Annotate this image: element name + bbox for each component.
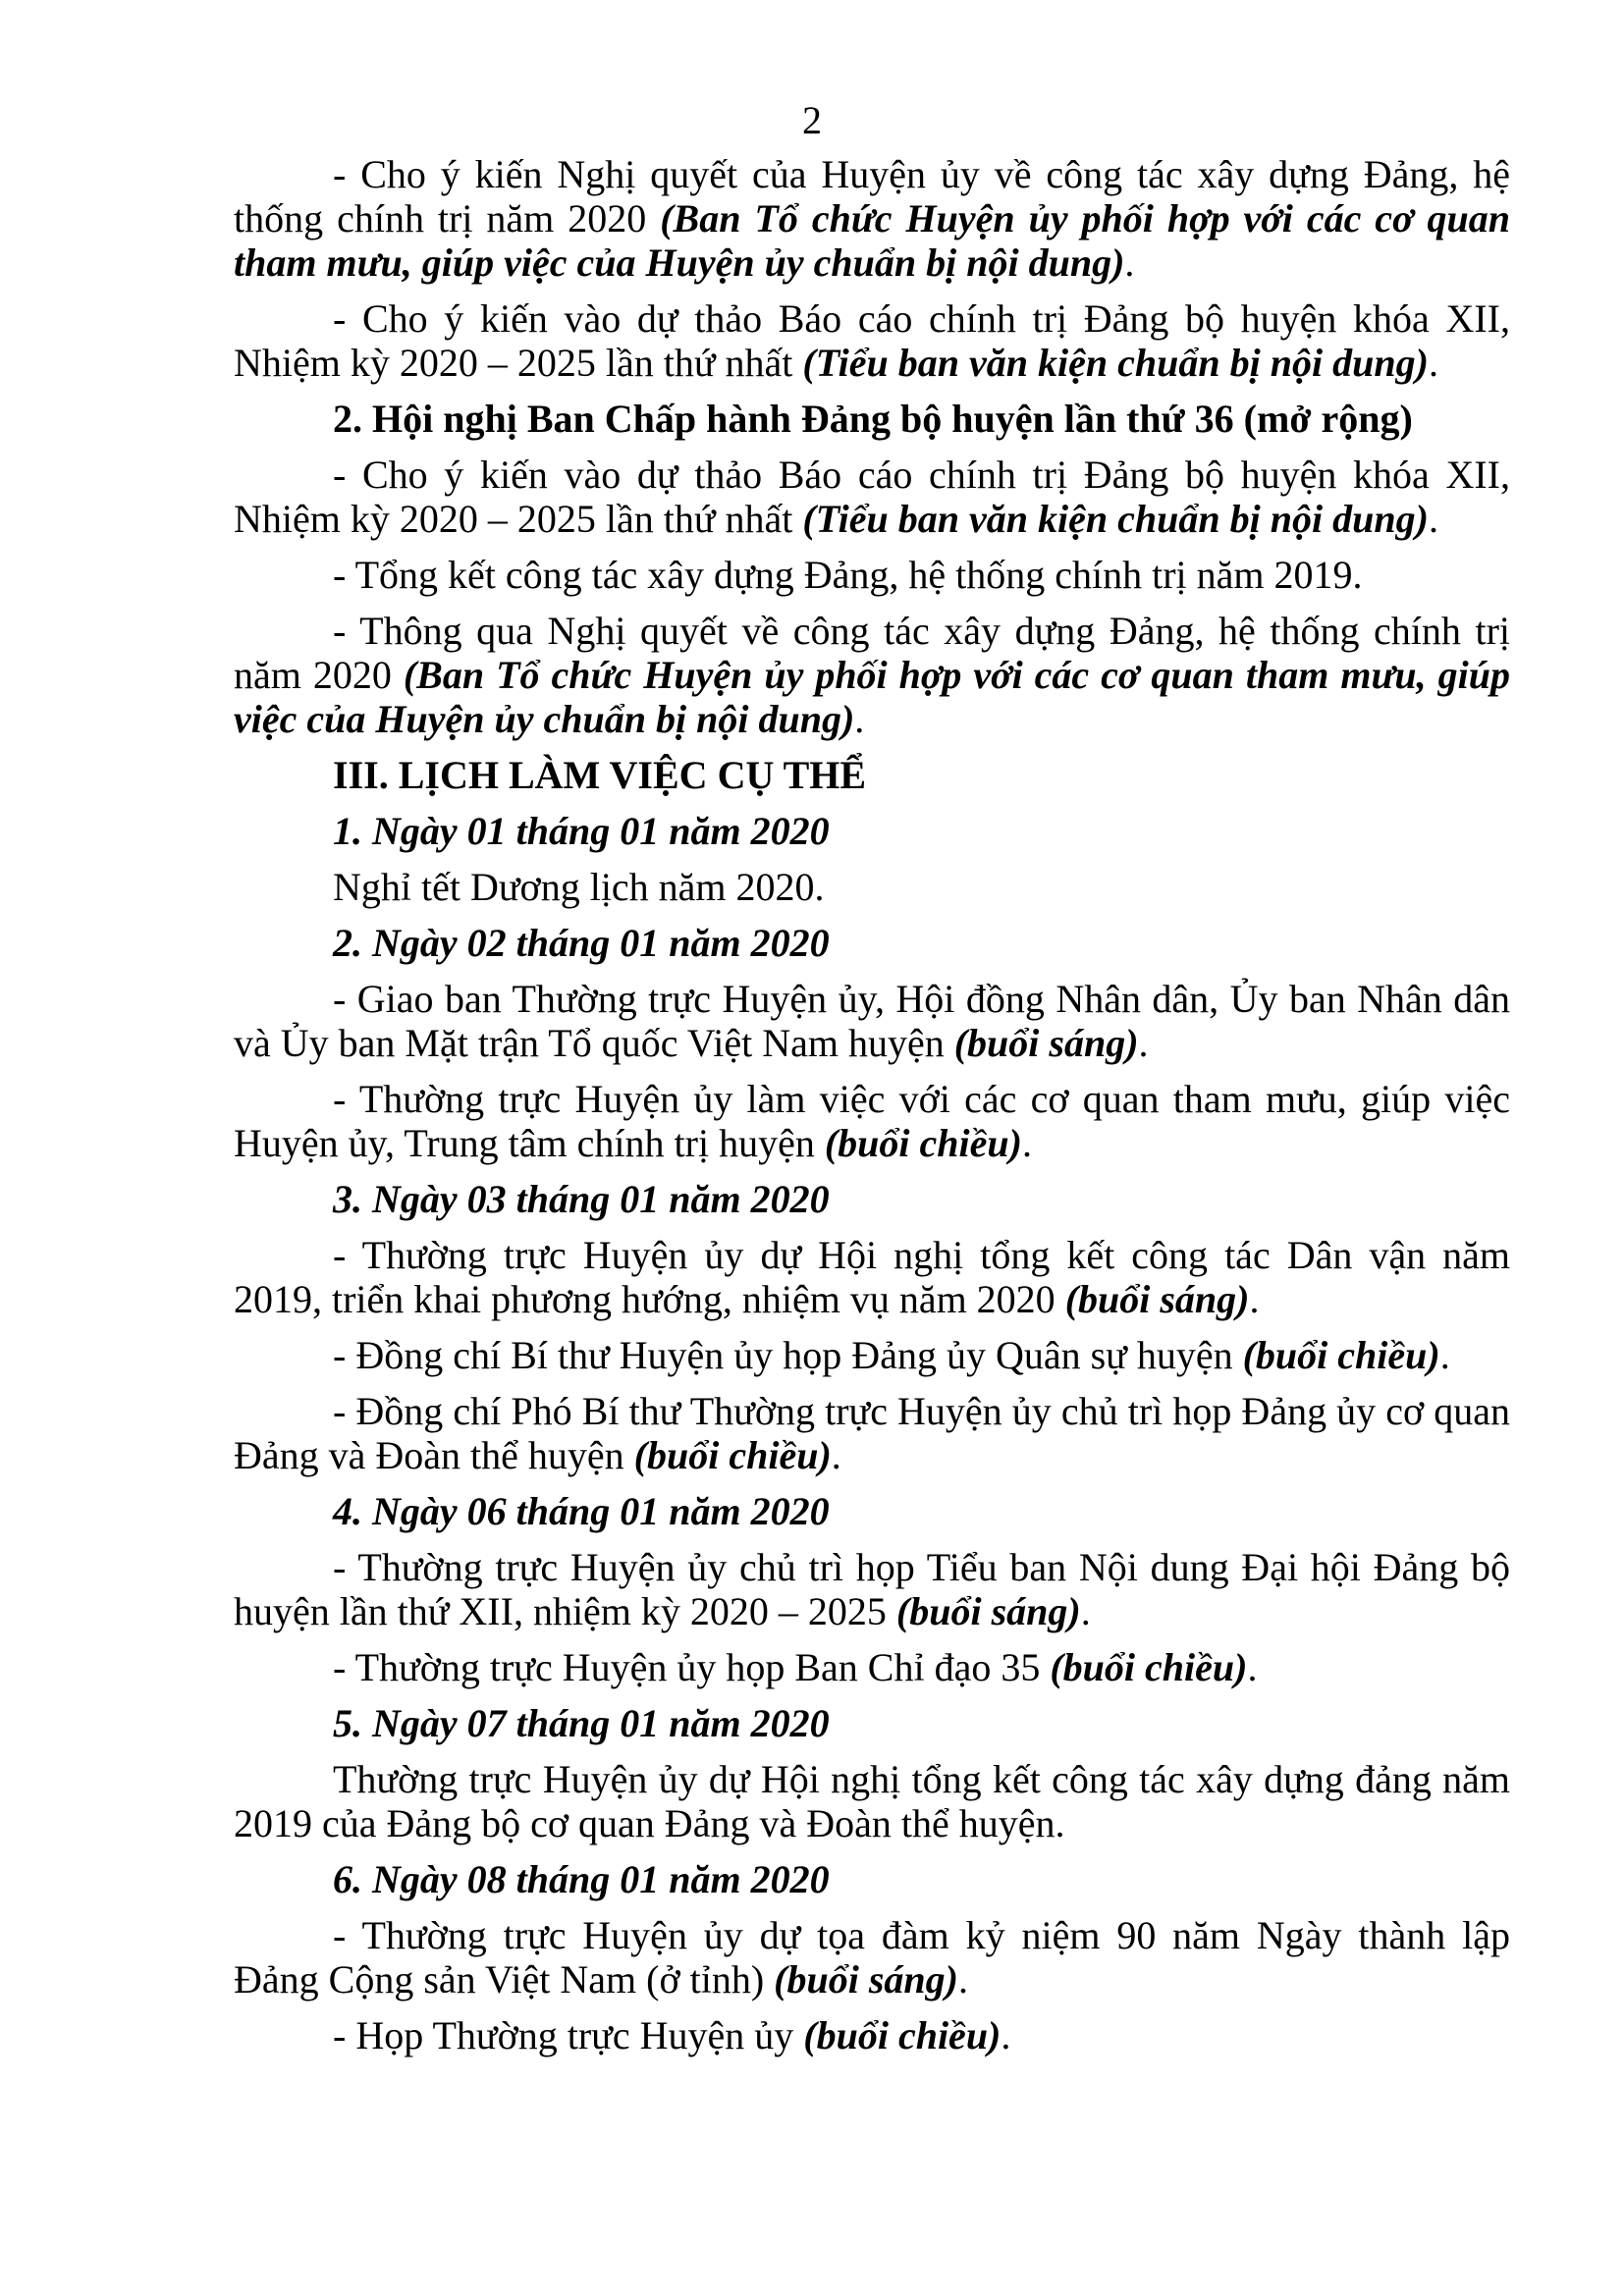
section-heading [234,397,1510,441]
responsible-note: (Ban Tổ chức Huyện ủy phối hợp với các cơ quan tham mưu, giúp việc của Huyện ủy chuẩn bị nội dung) [234,196,1510,285]
sentence-end: . [957,1957,968,2002]
paragraph [234,1757,1510,1845]
paragraph-text: 1. Ngày 01 tháng 01 năm 2020 [333,809,830,853]
sentence-end: . [1021,1121,1032,1165]
responsible-note: (Tiểu ban văn kiện chuẩn bị nội dung) [802,497,1429,541]
sentence-end: . [1249,1277,1260,1321]
sentence-end: . [1428,497,1438,541]
date-heading [234,1857,1510,1901]
paragraph [234,152,1510,285]
responsible-note: (buổi sáng) [895,1589,1081,1633]
sentence-end: . [1124,240,1135,285]
paragraph [234,2013,1510,2057]
paragraph-text: - Tổng kết công tác xây dựng Đảng, hệ thống chính trị năm 2019. [333,553,1363,597]
responsible-note: (buổi chiều) [633,1433,832,1477]
paragraph-text: - Thường trực Huyện ủy dự Hội nghị tổng kết công tác Dân vận năm 2019, triển khai phương hướng, nhiệm vụ năm 2020 [234,1233,1510,1321]
responsible-note: (buổi chiều) [824,1121,1022,1165]
paragraph-text: III. LỊCH LÀM VIỆC CỤ THỂ [333,753,867,797]
sentence-end: . [831,1433,841,1477]
paragraph-text: - Thường trực Huyện ủy họp Ban Chỉ đạo 35 [333,1645,1051,1689]
paragraph [234,1913,1510,2002]
paragraph [234,553,1510,597]
sentence-end: . [854,697,865,741]
date-heading [234,1701,1510,1745]
paragraph-text: - Đồng chí Bí thư Huyện ủy họp Đảng ủy Quân sự huyện [333,1333,1243,1377]
date-heading [234,809,1510,853]
responsible-note: (buổi sáng) [1064,1277,1250,1321]
responsible-note: (buổi chiều) [1242,1333,1440,1377]
paragraph-text: - Thường trực Huyện ủy làm việc với các cơ quan tham mưu, giúp việc Huyện ủy, Trung tâm chính trị huyện [234,1077,1510,1165]
date-heading [234,1177,1510,1221]
paragraph [234,1389,1510,1477]
sentence-end: . [1439,1333,1450,1377]
sentence-end: . [1428,341,1438,385]
paragraph [234,453,1510,541]
section-heading [234,753,1510,797]
sentence-end: . [1001,2013,1011,2057]
paragraph [234,1545,1510,1633]
date-heading [234,921,1510,965]
paragraph-text: - Thường trực Huyện ủy dự tọa đàm kỷ niệm 90 năm Ngày thành lập Đảng Cộng sản Việt Nam (ở tỉnh) [234,1913,1510,2002]
paragraph-text: - Cho ý kiến Nghị quyết của Huyện ủy về công tác xây dựng Đảng, hệ thống chính trị năm 2020 [234,152,1510,240]
paragraph-text: 2. Ngày 02 tháng 01 năm 2020 [333,921,830,965]
paragraph-text: 6. Ngày 08 tháng 01 năm 2020 [333,1857,830,1901]
paragraph-text: - Thường trực Huyện ủy chủ trì họp Tiểu ban Nội dung Đại hội Đảng bộ huyện lần thứ XII, nhiệm kỳ 2020 – 2025 [234,1545,1510,1633]
responsible-note: (Ban Tổ chức Huyện ủy phối hợp với các cơ quan tham mưu, giúp việc của Huyện ủy chuẩn bị nội dung) [234,653,1510,741]
paragraph-text: 5. Ngày 07 tháng 01 năm 2020 [333,1701,830,1745]
paragraph-text: - Cho ý kiến vào dự thảo Báo cáo chính trị Đảng bộ huyện khóa XII, Nhiệm kỳ 2020 – 2025 lần thứ nhất [234,453,1510,541]
paragraph-text: Nghỉ tết Dương lịch năm 2020. [333,865,825,909]
sentence-end: . [1247,1645,1258,1689]
date-heading [234,1489,1510,1533]
paragraph-text: 3. Ngày 03 tháng 01 năm 2020 [333,1177,830,1221]
sentence-end: . [1080,1589,1091,1633]
paragraph [234,865,1510,909]
responsible-note: (Tiểu ban văn kiện chuẩn bị nội dung) [802,341,1429,385]
responsible-note: (buổi sáng) [953,1021,1139,1065]
paragraph-text: 2. Hội nghị Ban Chấp hành Đảng bộ huyện lần thứ 36 (mở rộng) [333,397,1413,441]
responsible-note: (buổi chiều) [803,2013,1001,2057]
paragraph [234,1233,1510,1321]
paragraph-text: - Giao ban Thường trực Huyện ủy, Hội đồng Nhân dân, Ủy ban Nhân dân và Ủy ban Mặt trận Tổ quốc Việt Nam huyện [234,977,1510,1065]
responsible-note: (buổi sáng) [774,1957,958,2002]
responsible-note: (buổi chiều) [1050,1645,1248,1689]
paragraph [234,296,1510,385]
sentence-end: . [1138,1021,1149,1065]
paragraph-text: - Họp Thường trực Huyện ủy [333,2013,804,2057]
paragraph [234,609,1510,741]
paragraph [234,1077,1510,1165]
paragraph-text: - Đồng chí Phó Bí thư Thường trực Huyện ủy chủ trì họp Đảng ủy cơ quan Đảng và Đoàn thể huyện [234,1389,1510,1477]
document-body [234,152,1510,2069]
paragraph-text: Thường trực Huyện ủy dự Hội nghị tổng kết công tác xây dựng đảng năm 2019 của Đảng bộ cơ quan Đảng và Đoàn thể huyện. [234,1757,1510,1845]
paragraph-text: - Cho ý kiến vào dự thảo Báo cáo chính trị Đảng bộ huyện khóa XII, Nhiệm kỳ 2020 – 2025 lần thứ nhất [234,296,1510,385]
paragraph [234,1645,1510,1689]
paragraph [234,977,1510,1065]
paragraph-text: 4. Ngày 06 tháng 01 năm 2020 [333,1489,830,1533]
page-number: 2 [802,98,822,142]
paragraph [234,1333,1510,1377]
paragraph-text: - Thông qua Nghị quyết về công tác xây dựng Đảng, hệ thống chính trị năm 2020 [234,609,1510,697]
